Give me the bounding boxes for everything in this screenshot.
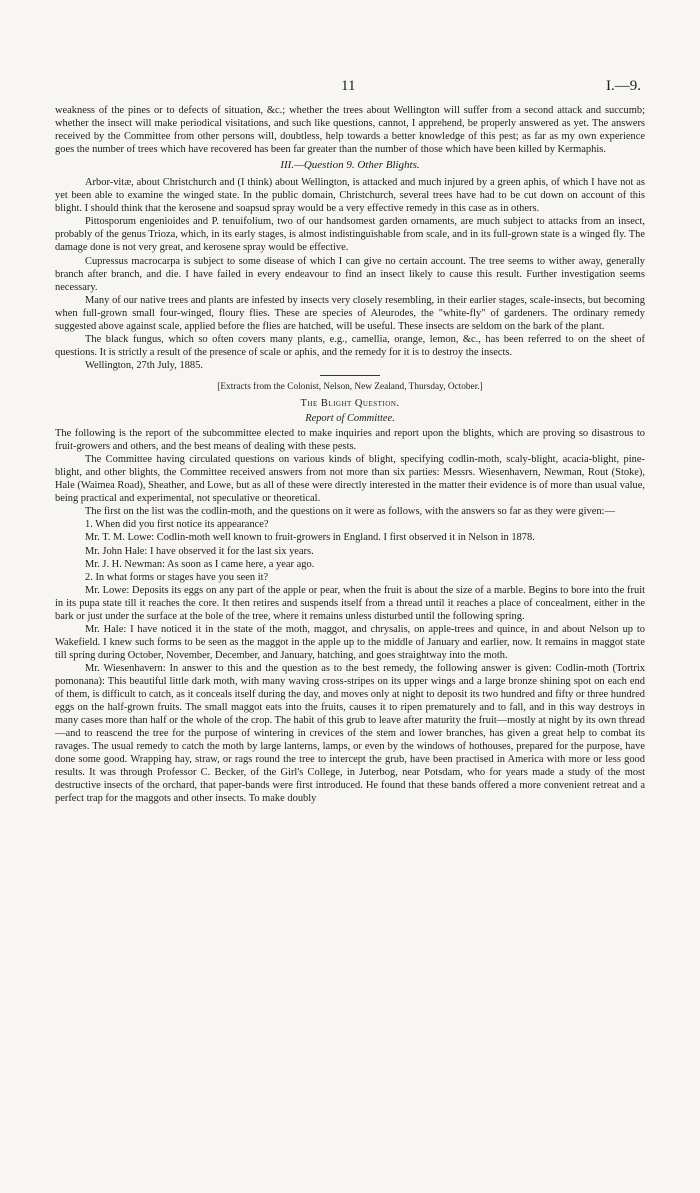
article-subtitle: Report of Committee. (305, 413, 395, 425)
paragraph: Mr. J. H. Newman: As soon as I came here, a year ago. (85, 558, 315, 570)
paragraph: weakness of the pines or to defects of situation, &c.; whether the trees about Wellington will suffer from a second attack and succumb; whether the insect will make periodical visitations, and such like questions, cannot, I apprehend, be properly answered as yet. The answers received by the Committee from other persons will, doubtless, help towards a better knowledge of this pest; as far as my own experience goes the number of trees which have recovered has been far greater than the number of those which have been killed by Kermaphis. (55, 105, 645, 156)
paragraph: Cupressus macrocarpa is subject to some disease of which I can give no certain account. The tree seems to wither away, generally branch after branch, and die. I have failed in every endeavour to find an insect likely to cause this result. Further investigation seems necessary. (55, 255, 645, 293)
article-title: The Blight Question. (300, 397, 400, 409)
document-body (55, 104, 645, 805)
page-number: 11 (341, 78, 356, 94)
paragraph: The black fungus, which so often covers many plants, e.g., camellia, orange, lemon, &c., has been referred to on the sheet of questions. It is strictly a result of the presence of scale or aphis, and the remedy for it is to destroy the insects. (55, 333, 645, 358)
paragraph: Mr. Wiesenhavern: In answer to this and the question as to the best remedy, the following answer is given: Codlin-moth (Tortrix pomonana): This beautiful little dark moth, with many waving cross-stripes on its upper wings and a large bronze shining spot on each end of them, is difficult to catch, as it conceals itself during the day, and moves only at night to deposit its two hundred and fifty or three hundred eggs on the half-grown fruits. The small maggot eats into the fruits, causes it to ripen prematurely and to fall, and in this way destroys in many cases more than half or the whole of the crop. The habit of this grub to leave after maturity the fruit—mostly at night by its own thread—and to reascend the tree for the purpose of wintering in crevices of the stem and lower branches, has given a great help to combat its ravages. The usual remedy to catch the moth by large lanterns, lamps, or even by the windows of hothouses, prepared for the purpose, have done some good. Wrapping hay, straw, or rags round the tree to intercept the grub, have been practised in America with more or less good results. It was through Professor C. Becker, of the Girl's College, in Juterbog, near Potsdam, who for years made a study of the most destructive insects of the orchard, that paper-bands were first introduced. He found that these bands offered a more convenient retreat and a perfect trap for the maggots and other insects. To make doubly (55, 662, 645, 805)
paragraph: The following is the report of the subcommittee elected to make inquiries and report upon the blights, which are proving so disastrous to fruit-growers and others, and the best means of dealing with these pests. (55, 428, 645, 453)
page-header (0, 78, 700, 98)
paragraph: Mr. Lowe: Deposits its eggs on any part of the apple or pear, when the fruit is about the size of a marble. Begins to bore into the fruit in its pupa state till it reaches the core. It then retires and suspends itself from a thread until it reaches a place of concealment, either in the bark or just under the surface at the bole of the tree, where it remains unless disturbed until the following spring. (55, 584, 645, 622)
page-reference: I.—9. (606, 78, 641, 94)
paragraph: Mr. Hale: I have noticed it in the state of the moth, maggot, and chrysalis, on apple-trees and quince, in and about Nelson up to Wakefield. I knew such forms to be seen as the maggot in the apple up to the middle of January and earlier, now. It remains in maggot state till spring during October, November, December, and January, hatching, and goes straightway into the moth. (55, 623, 645, 661)
paragraph: 2. In what forms or stages have you seen it? (85, 571, 269, 583)
paragraph: Mr. John Hale: I have observed it for the last six years. (85, 545, 314, 557)
section-divider (320, 375, 380, 376)
section-heading: III.—Question 9. Other Blights. (280, 159, 420, 172)
paragraph: Pittosporum engenioides and P. tenuifolium, two of our handsomest garden ornaments, are much subject to attacks from an insect, probably of the genus Trioza, which, in its early stages, is almost indistinguishable from scale, and in its full-grown state is a winged fly. The damage done is not very great, and kerosene spray would be effective. (55, 216, 645, 254)
paragraph: The first on the list was the codlin-moth, and the questions on it were as follows, with the answers so far as they were given:— (85, 506, 615, 518)
paragraph: 1. When did you first notice its appearance? (85, 519, 269, 531)
paragraph: Mr. T. M. Lowe: Codlin-moth well known to fruit-growers in England. I first observed it in Nelson in 1878. (85, 532, 535, 544)
source-note: [Extracts from the Colonist, Nelson, New Zealand, Thursday, October.] (217, 381, 483, 392)
paragraph: The Committee having circulated questions on various kinds of blight, specifying codlin-moth, scaly-blight, acacia-blight, pine-blight, and other blights, the Committee received answers from not more than six parties: Messrs. Wiesenhavern, Newman, Rout (Stoke), Hale (Waimea Road), Sheather, and Lowe, but as all of these were directly interested in the matter their evidence is of more than usual value, being practical and experimental, not speculative or theoretical. (55, 454, 645, 505)
paragraph: Arbor-vitæ, about Christchurch and (I think) about Wellington, is attacked and much injured by a green aphis, of which I have not as yet been able to examine the winged state. In the public domain, Christchurch, several trees have had to be cut down on account of this blight. I should think that the kerosene and soapsud spray would be a very effective remedy in this case as in others. (55, 177, 645, 215)
paragraph: Wellington, 27th July, 1885. (85, 359, 203, 371)
paragraph: Many of our native trees and plants are infested by insects very closely resembling, in their earlier stages, scale-insects, but becoming when full-grown small four-winged, floury flies. These are species of Aleurodes, the "white-fly" of gardeners. The ordinary remedy suggested above against scale, applied before the flies are hatched, will be useful. These insects are seldom on the bark of the plant. (55, 294, 645, 332)
